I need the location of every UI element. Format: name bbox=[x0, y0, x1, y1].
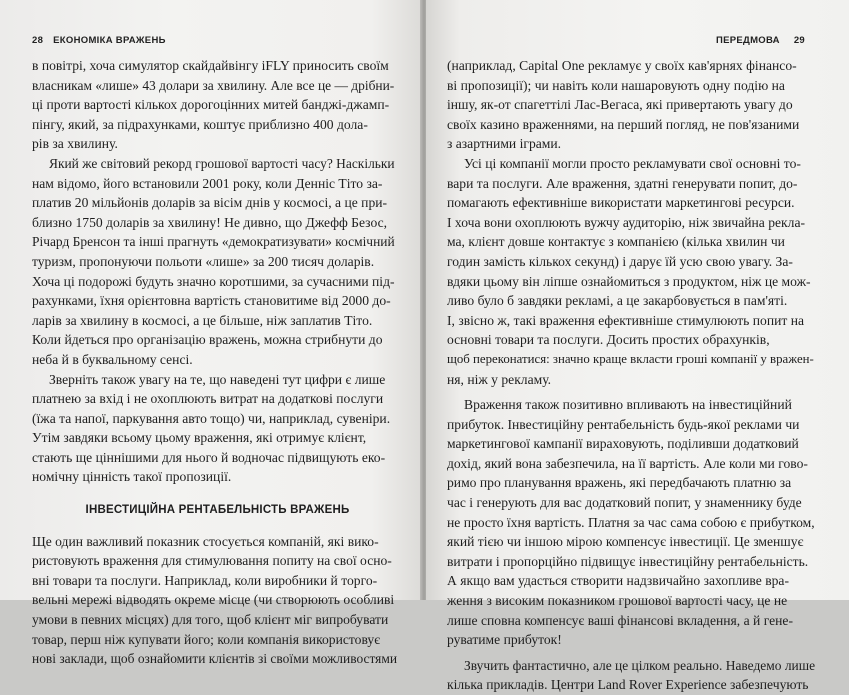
text-line: час і генерують для вас додатковий попит, у знаменнику буде bbox=[447, 495, 802, 511]
text-line: ристовують враження для стимулювання попиту на свої осно- bbox=[32, 553, 392, 569]
text-line: пінгу, який, за підрахунками, коштує приблизно 400 дола- bbox=[32, 116, 368, 132]
text-line: Який же світовий рекорд грошової вартості часу? Наскільки bbox=[49, 155, 395, 171]
left-paragraphs-bottom bbox=[32, 532, 397, 669]
text-line: Хоча ці подорожі будуть значно коротшими, за сучасними під- bbox=[32, 273, 395, 289]
text-line: нам відомо, його встановили 2001 року, коли Денніс Тіто за- bbox=[32, 175, 383, 191]
text-line: ма, клієнт довше контактує з компанією (кілька хвилин чи bbox=[447, 234, 785, 250]
right-running-title: ПЕРЕДМОВА bbox=[715, 35, 780, 46]
text-line: неба й в буквальному сенсі. bbox=[32, 351, 193, 367]
text-line: вельні мережі відводять окреме місце (чи створюють особливі bbox=[32, 592, 395, 608]
text-line: іншу, як-от спагеттілі Лас-Вегаса, які привертають увагу до bbox=[447, 97, 793, 113]
left-page bbox=[0, 0, 422, 667]
text-line: основні товари та послуги. Досить простих обрахунків, bbox=[447, 332, 770, 348]
right-running-head bbox=[716, 35, 805, 46]
text-line: який тією чи іншою мірою компенсує інвестиції. Це зменшує bbox=[447, 534, 804, 550]
text-line: Звучить фантастично, але це цілком реально. Наведемо лише bbox=[464, 657, 816, 673]
text-line: туризм, пропонуючи польоти «лише» за 200 тисяч доларів. bbox=[32, 253, 375, 269]
right-body-text bbox=[447, 56, 815, 695]
text-line: рів за хвилину. bbox=[32, 136, 118, 152]
text-line: витрати і пропорційно підвищує інвестиційну рентабельність. bbox=[447, 553, 809, 569]
text-line: вари та послуги. Але враження, здатні генерувати попит, до- bbox=[447, 175, 798, 191]
text-line: Утім завдяки всьому цьому враження, які отримує клієнт, bbox=[32, 430, 367, 446]
left-page-number: 28 bbox=[32, 35, 44, 46]
section-subheading: ІНВЕСТИЦІЙНА РЕНТАБЕЛЬНІСТЬ ВРАЖЕНЬ bbox=[85, 504, 350, 517]
left-running-head bbox=[32, 35, 166, 46]
text-line: ці проти вартості кількох дорогоцінних митей банджі-джамп- bbox=[32, 97, 390, 113]
text-line: Враження також позитивно впливають на інвестиційний bbox=[464, 397, 792, 413]
text-line: прибуток. Інвестиційну рентабельність будь-якої реклами чи bbox=[447, 416, 800, 432]
text-line: Коли йдеться про організацію вражень, можна стрибнути до bbox=[32, 332, 383, 348]
text-line: лише сповна компенсує ваші фінансові вкладення, а й гене- bbox=[447, 612, 793, 628]
text-line: (наприклад, Capital One рекламує у своїх кав'ярнях фінансо- bbox=[447, 58, 797, 73]
text-line: руватиме прибуток! bbox=[447, 632, 562, 648]
text-line: Усі ці компанії могли просто рекламувати свої основні то- bbox=[464, 155, 801, 171]
text-line: нові заклади, щоб ознайомити клієнтів зі своїми можливостями bbox=[32, 651, 398, 667]
text-line: годин замість кількох секунд) і дарує їй усю свою увагу. За- bbox=[447, 253, 793, 269]
text-line: близно 1750 доларів за хвилину! Не дивно, що Джефф Безос, bbox=[32, 214, 388, 230]
text-line: (їжа та напої, паркування авто тощо) чи, наприклад, сувеніри. bbox=[32, 410, 391, 426]
text-line: не просто їхня вартість. Платня за час сама собою є прибутком, bbox=[447, 514, 815, 530]
text-line: умови в певних місцях) для того, щоб клієнт міг випробувати bbox=[32, 612, 389, 628]
text-line: ві пропозиції); чи навіть коли нашаровують одну подію на bbox=[447, 77, 785, 93]
text-line: вдяки цьому він ліпше ознайомиться з продуктом, ніж це мож- bbox=[447, 273, 811, 289]
left-paragraphs-top bbox=[32, 56, 397, 487]
text-line: А якщо вам удасться створити надзвичайно захопливе вра- bbox=[447, 573, 789, 589]
text-line: І хоча вони охоплюють вужчу аудиторію, ніж звичайна рекла- bbox=[447, 214, 806, 230]
text-line: дохід, який вона забезпечила, на її вартість. Але коли ми гово- bbox=[447, 455, 808, 471]
text-line: ня, ніж у рекламу. bbox=[447, 371, 552, 387]
right-page bbox=[426, 0, 849, 693]
text-line: ження з високим показником грошової вартості часу, це не bbox=[447, 593, 788, 609]
text-line: помагають ефективніше використати маркетингові ресурси. bbox=[447, 195, 795, 211]
text-line: власникам «лише» 43 долари за хвилину. Але все це — дрібни- bbox=[32, 77, 395, 93]
text-line: Зверніть також увагу на те, що наведені тут цифри є лише bbox=[49, 371, 386, 387]
text-line: рахунками, їхня орієнтовна вартість становитиме від 2000 до- bbox=[32, 293, 391, 309]
right-page-number: 29 bbox=[793, 35, 805, 46]
text-line: кілька прикладів. Центри Land Rover Experience забезпечують bbox=[447, 677, 809, 693]
text-line: товар, перш ніж купувати його; коли компанія використовує bbox=[32, 631, 381, 647]
right-paragraphs bbox=[447, 56, 815, 695]
text-line: ларів за хвилину в космосі, а це більше, ніж заплатив Тіто. bbox=[32, 312, 373, 328]
text-line: Ще один важливий показник стосується компаній, які вико- bbox=[32, 533, 379, 549]
text-line: стають ще ціннішими для нього й водночас підвищують еко- bbox=[32, 449, 386, 465]
text-line: щоб переконатися: значно краще вкласти гроші компанії у вражен- bbox=[447, 351, 814, 366]
left-running-title: ЕКОНОМІКА ВРАЖЕНЬ bbox=[53, 35, 166, 46]
text-line: платив 20 мільйонів доларів за вісім днів у космосі, а це при- bbox=[32, 195, 388, 211]
text-line: римо про планування вражень, які передбачають платню за bbox=[447, 475, 792, 491]
text-line: своїх казино враженнями, на перший погляд, не пов'язаними bbox=[447, 116, 800, 132]
text-line: Річард Бренсон та інші прагнуть «демократизувати» космічний bbox=[32, 234, 395, 250]
text-line: ливо було б завдяки рекламі, а це закарбовується в пам'яті. bbox=[447, 293, 788, 309]
text-line: номічну цінність такої пропозиції. bbox=[32, 469, 232, 485]
left-body-text bbox=[32, 56, 397, 669]
text-line: платнею за вхід і не охоплюють витрат на додаткові послуги bbox=[32, 391, 384, 407]
text-line: в повітрі, хоча симулятор скайдайвінгу iFLY приносить своїм bbox=[32, 58, 389, 73]
text-line: з азартними іграми. bbox=[447, 136, 562, 152]
text-line: маркетингової кампанії вираховують, поділивши додатковий bbox=[447, 436, 799, 452]
text-line: вні товари та послуги. Наприклад, коли виробники й торго- bbox=[32, 572, 378, 588]
text-line: І, звісно ж, такі враження ефективніше стимулюють попит на bbox=[447, 312, 805, 328]
